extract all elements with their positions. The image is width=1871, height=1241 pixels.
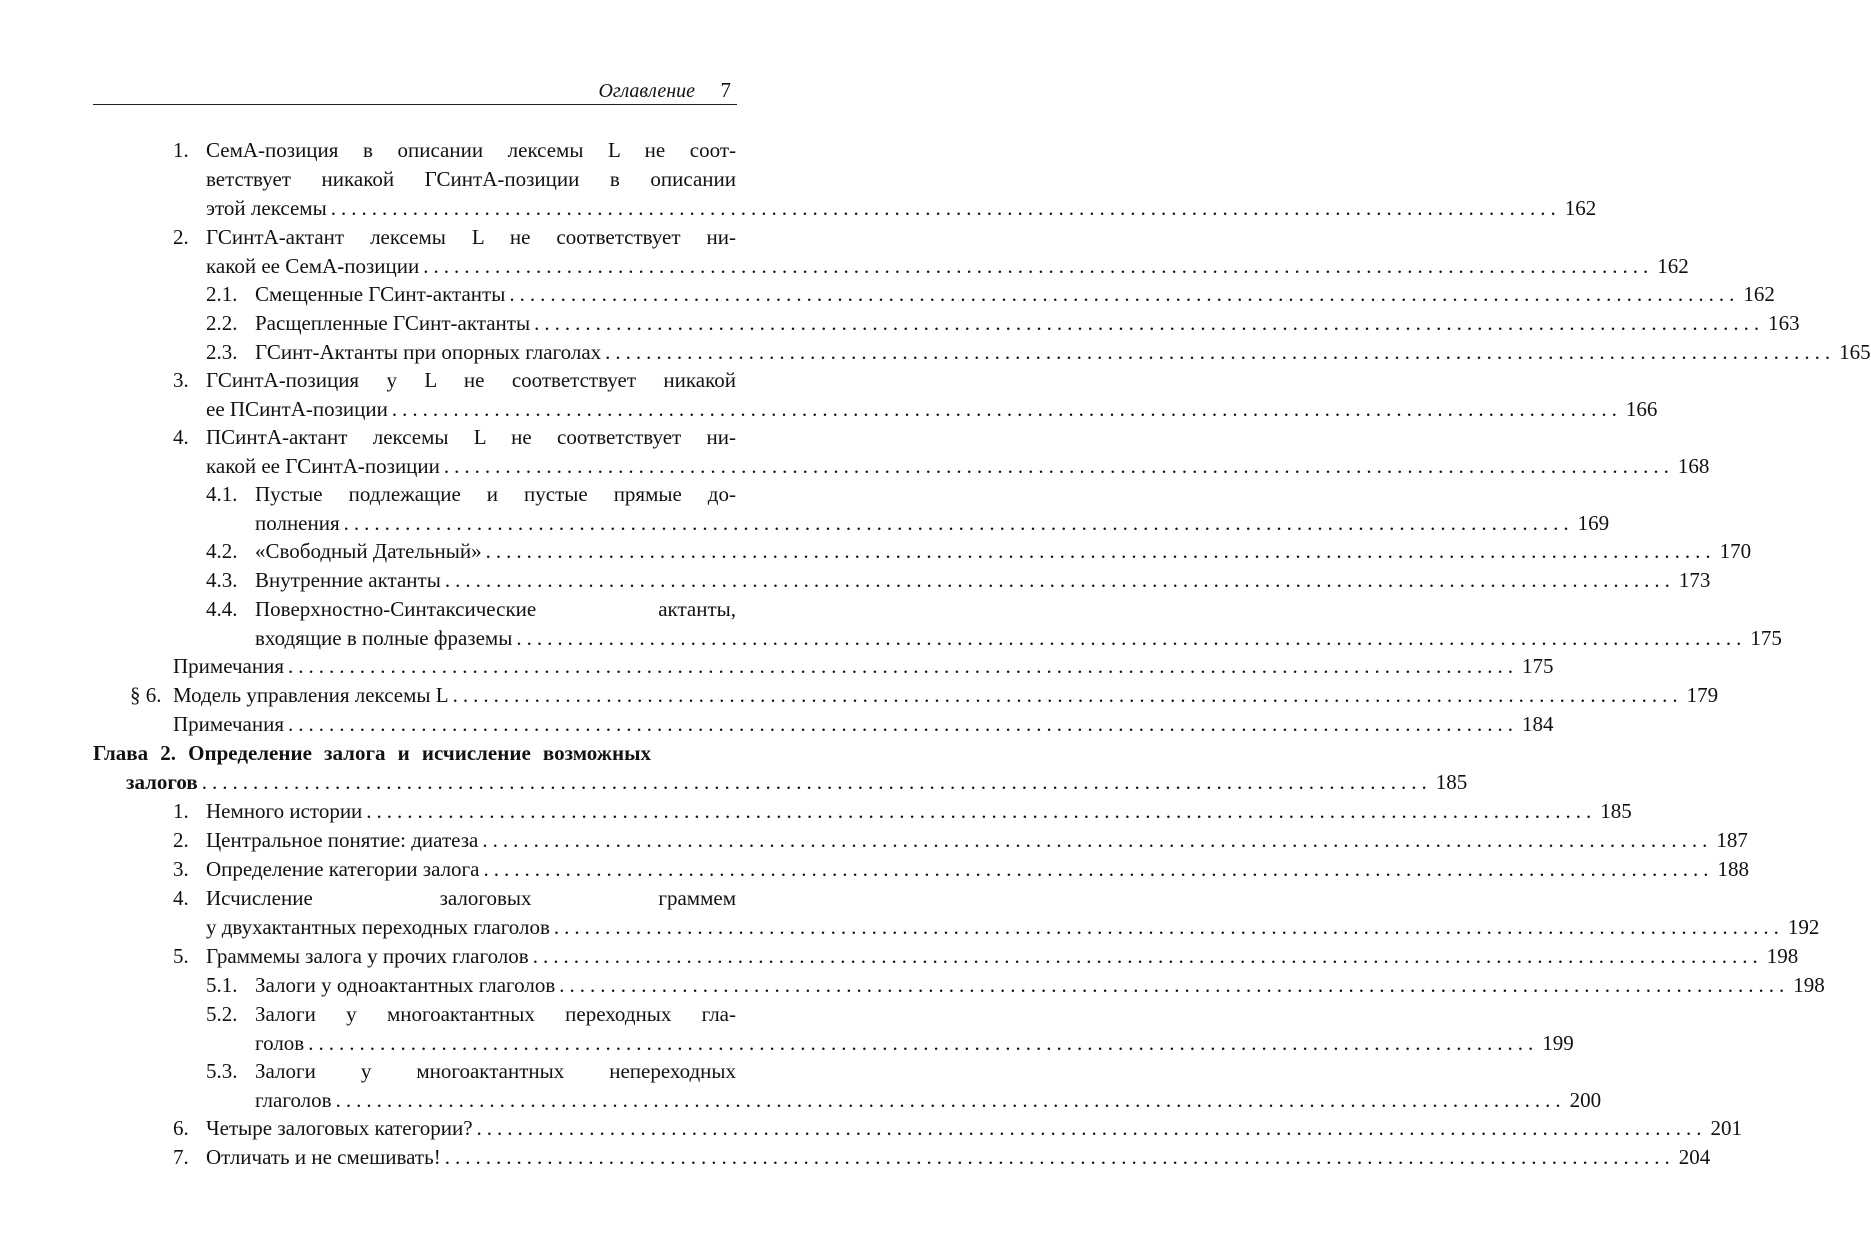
toc-entry-title: Модель управления лексемы L [173, 683, 449, 707]
toc-entry-text-line: Пустые подлежащие и пустые прямые до- [255, 482, 736, 506]
toc-page-number: 201 [1710, 1116, 1743, 1140]
toc-page-number: 200 [1569, 1088, 1602, 1112]
toc-entry[interactable] [255, 624, 1782, 653]
toc-page-number: 204 [1678, 1145, 1711, 1169]
toc-page-number: 198 [1766, 944, 1799, 968]
toc-entry[interactable] [255, 971, 1825, 1000]
toc-entry[interactable] [255, 1086, 1602, 1115]
toc-entry[interactable] [206, 194, 1597, 223]
dot-leader: ........................................................................................................................ [476, 1116, 1707, 1140]
toc-page-number: 165 [1839, 340, 1871, 364]
toc-page-number: 173 [1678, 568, 1711, 592]
toc-page-number: 199 [1542, 1031, 1574, 1055]
dot-leader: ........................................................................................................................ [343, 511, 1574, 535]
dot-leader: ........................................................................................................................ [443, 454, 1674, 478]
dot-leader: ........................................................................................................................ [288, 654, 1519, 678]
dot-leader: ........................................................................................................................ [444, 1145, 1675, 1169]
toc-entry-text-line: ветствует никакой ГСинтА-позиции в описании [206, 167, 736, 191]
toc-page-number: 184 [1522, 712, 1554, 736]
toc-entry-number: 5.2. [206, 1002, 238, 1026]
header-page-number: 7 [720, 78, 731, 102]
toc-entry[interactable] [206, 452, 1710, 481]
toc-entry[interactable] [255, 280, 1775, 309]
toc-entry-number: 5.1. [206, 973, 238, 997]
toc-entry-title: залогов [126, 770, 198, 794]
toc-entry-title: Четыре залоговых категории? [206, 1116, 473, 1140]
toc-entry-text-line: Залоги у многоактантных непереходных [255, 1059, 736, 1083]
toc-entry-number: 3. [173, 368, 189, 392]
toc-entry[interactable] [173, 681, 1719, 710]
toc-entry-number: 5. [173, 944, 189, 968]
toc-page-number: 179 [1686, 683, 1719, 707]
toc-entry-number: 4. [173, 886, 189, 910]
toc-entry-number: 2.2. [206, 311, 238, 335]
dot-leader: ........................................................................................................................ [553, 915, 1784, 939]
toc-entry-title: какой ее СемА-позиции [206, 254, 420, 278]
toc-entry-number: 7. [173, 1145, 189, 1169]
toc-entry-title: Примечания [173, 654, 285, 678]
dot-leader: ........................................................................................................................ [605, 340, 1836, 364]
toc-entry-text-line: Поверхностно-Синтаксические актанты, [255, 597, 736, 621]
toc-entry-title: Немного истории [206, 799, 363, 823]
toc-entry-number: 1. [173, 138, 189, 162]
toc-page-number: 198 [1793, 973, 1825, 997]
toc-entry-text-line: Исчисление залоговых граммем [206, 886, 736, 910]
toc-entry-number: 6. [173, 1116, 189, 1140]
toc-entry-title: полнения [255, 511, 340, 535]
toc-entry-title: Залоги у одноактантных глаголов [255, 973, 556, 997]
dot-leader: ........................................................................................................................ [516, 626, 1747, 650]
dot-leader: ........................................................................................................................ [482, 828, 1713, 852]
toc-entry[interactable] [206, 942, 1799, 971]
dot-leader: ........................................................................................................................ [330, 196, 1561, 220]
toc-entry[interactable] [255, 338, 1871, 367]
toc-entry-title: «Свободный Дательный» [255, 539, 482, 563]
toc-page-number: 162 [1564, 196, 1597, 220]
toc-entry-title: Примечания [173, 712, 285, 736]
toc-page-number: 187 [1716, 828, 1748, 852]
toc-entry-title: ГСинт-Актанты при опорных глаголах [255, 340, 602, 364]
dot-leader: ........................................................................................................................ [534, 311, 1765, 335]
toc-entry-number: 4.2. [206, 539, 238, 563]
toc-entry[interactable] [206, 1143, 1711, 1172]
toc-entry[interactable] [206, 913, 1820, 942]
toc-entry-title: ее ПСинтА-позиции [206, 397, 388, 421]
toc-page-number: 169 [1577, 511, 1610, 535]
toc-page-number: 192 [1787, 915, 1820, 939]
toc-entry[interactable] [173, 710, 1554, 739]
toc-page-number: 170 [1719, 539, 1752, 563]
toc-entry-number: 1. [173, 799, 189, 823]
toc-page-number: 185 [1435, 770, 1468, 794]
toc-page-number: 175 [1750, 626, 1782, 650]
dot-leader: ........................................................................................................................ [485, 539, 1716, 563]
toc-entry[interactable] [255, 1029, 1574, 1058]
toc-entry-number: 5.3. [206, 1059, 238, 1083]
toc-entry-number: 4. [173, 425, 189, 449]
toc-entry-text-line: ПСинтА-актант лексемы L не соответствует ни- [206, 425, 736, 449]
toc-entry-number: 4.4. [206, 597, 238, 621]
toc-page-number: 175 [1522, 654, 1554, 678]
dot-leader: ........................................................................................................................ [483, 857, 1714, 881]
toc-entry-text-line: СемА-позиция в описании лексемы L не соот- [206, 138, 736, 162]
toc-entry-title: глаголов [255, 1088, 332, 1112]
toc-entry-title: Расщепленные ГСинт-актанты [255, 311, 531, 335]
dot-leader: ........................................................................................................................ [559, 973, 1790, 997]
toc-entry[interactable] [255, 509, 1610, 538]
toc-entry-title: Отличать и не смешивать! [206, 1145, 441, 1169]
toc-entry[interactable] [173, 652, 1554, 681]
toc-entry-title: Внутренние актанты [255, 568, 441, 592]
toc-page-number: 162 [1657, 254, 1689, 278]
toc-entry-text-line: Глава 2. Определение залога и исчисление возможных [93, 741, 651, 765]
toc-entry-number: 3. [173, 857, 189, 881]
toc-entry[interactable] [255, 537, 1752, 566]
toc-entry-title: Смещенные ГСинт-актанты [255, 282, 506, 306]
toc-entry-number: 2. [173, 225, 189, 249]
toc-entry[interactable] [126, 768, 1468, 797]
toc-entry[interactable] [206, 797, 1632, 826]
dot-leader: ........................................................................................................................ [423, 254, 1654, 278]
toc-entry-title: голов [255, 1031, 305, 1055]
dot-leader: ........................................................................................................................ [308, 1031, 1539, 1055]
toc-entry-title: у двухактантных переходных глаголов [206, 915, 550, 939]
dot-leader: ........................................................................................................................ [201, 770, 1432, 794]
dot-leader: ........................................................................................................................ [532, 944, 1763, 968]
toc-page-number: 188 [1717, 857, 1749, 881]
toc-entry-title: входящие в полные фраземы [255, 626, 513, 650]
toc-page-number: 166 [1625, 397, 1658, 421]
dot-leader: ........................................................................................................................ [391, 397, 1622, 421]
toc-entry-number: 4.1. [206, 482, 238, 506]
toc-entry-text-line: Залоги у многоактантных переходных гла- [255, 1002, 736, 1026]
toc-entry-number: 2.1. [206, 282, 238, 306]
toc-entry[interactable] [206, 855, 1749, 884]
dot-leader: ........................................................................................................................ [288, 712, 1519, 736]
dot-leader: ........................................................................................................................ [444, 568, 1675, 592]
toc-entry[interactable] [206, 826, 1748, 855]
toc-entry[interactable] [255, 309, 1800, 338]
toc-entry[interactable] [206, 1114, 1743, 1143]
toc-entry-text-line: ГСинтА-позиция у L не соответствует никакой [206, 368, 736, 392]
toc-entry-title: Центральное понятие: диатеза [206, 828, 479, 852]
dot-leader: ........................................................................................................................ [452, 683, 1683, 707]
dot-leader: ........................................................................................................................ [366, 799, 1597, 823]
toc-entry[interactable] [255, 566, 1711, 595]
toc-entry-title: этой лексемы [206, 196, 327, 220]
toc-entry-number: 4.3. [206, 568, 238, 592]
toc-entry-number: § 6. [130, 683, 162, 707]
toc-entry-text-line: ГСинтА-актант лексемы L не соответствует ни- [206, 225, 736, 249]
toc-page-number: 185 [1600, 799, 1632, 823]
toc-entry-title: Граммемы залога у прочих глаголов [206, 944, 529, 968]
toc-entry-title: Определение категории залога [206, 857, 480, 881]
header-title: Оглавление [598, 80, 695, 102]
toc-page-number: 168 [1677, 454, 1710, 478]
toc-entry-title: какой ее ГСинтА-позиции [206, 454, 440, 478]
dot-leader: ........................................................................................................................ [335, 1088, 1566, 1112]
toc-entry[interactable] [206, 252, 1689, 281]
toc-page-number: 162 [1743, 282, 1775, 306]
dot-leader: ........................................................................................................................ [509, 282, 1740, 306]
toc-entry-number: 2.3. [206, 340, 238, 364]
toc-entry-number: 2. [173, 828, 189, 852]
toc-entry[interactable] [206, 395, 1658, 424]
toc-page-number: 163 [1768, 311, 1800, 335]
